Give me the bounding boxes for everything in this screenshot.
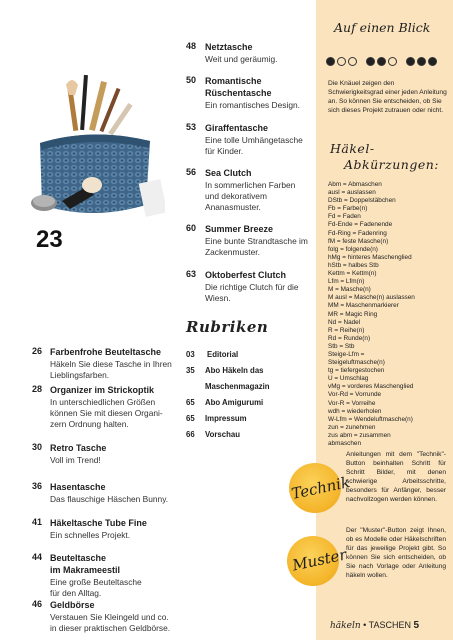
page-number: 5 (413, 620, 420, 631)
toc-entry[interactable] (186, 122, 311, 158)
toc-description: In sommerlichen Farben (205, 180, 296, 190)
abbreviation-item: hStb = halbes Stb (328, 261, 379, 269)
toc-description: Voll im Trend! (50, 455, 101, 465)
abbreviations-heading-line: Abkürzungen: (344, 157, 439, 172)
toc-title: im Makrameestil (50, 565, 121, 575)
toc-page-number: 56 (186, 167, 197, 177)
rubrik-page-number: 03 (186, 350, 195, 359)
difficulty-legend (326, 55, 446, 69)
abbreviation-item: fM = feste Masche(n) (328, 237, 389, 245)
toc-description: In unterschiedlichen Größen (50, 397, 156, 407)
toc-page-number: 30 (32, 442, 43, 452)
difficulty-explanation: Die Knäuel zeigen den Schwierigkeitsgrad einer jeden Anleitung an. So können Sie entscheiden, ob Sie sich dieses Projekt zutrauen oder nicht. (328, 80, 447, 114)
toc-title: Netztasche (205, 42, 253, 52)
abbreviation-item: zus abm = zusammen (328, 431, 391, 439)
abbreviation-item: Stb = Stb (328, 342, 355, 350)
toc-description: Ein romantisches Design. (205, 100, 300, 110)
toc-description: Weit und geräumig. (205, 54, 278, 64)
toc-title: Geldbörse (50, 600, 95, 610)
abbreviation-item: Abm = Abmaschen (328, 181, 382, 188)
toc-page-number: 50 (186, 75, 197, 85)
abbreviation-item: Vor-R = Vorreihe (328, 399, 376, 407)
magazine-name: häkeln (330, 621, 361, 631)
toc-title: Rüschentasche (205, 88, 272, 98)
abbreviation-item: vMg = vorderes Maschenglied (328, 383, 414, 391)
toc-entry[interactable] (186, 75, 311, 115)
toc-page-number: 63 (186, 269, 197, 279)
abbreviation-item: hMg = hinteres Maschenglied (328, 253, 412, 261)
toc-entry[interactable] (32, 346, 172, 380)
toc-description: zern Ordnung halten. (50, 419, 129, 429)
brand-name: • TASCHEN (363, 620, 411, 630)
abbreviation-item: U = Umschlag (328, 375, 369, 383)
abbreviation-item: M = Masche(n) (328, 286, 371, 294)
abbreviation-item: Fd-Ende = Fadenende (328, 221, 393, 229)
toc-title: Organizer im Strickoptik (50, 385, 155, 395)
toc-entry[interactable] (186, 41, 311, 67)
toc-description: Wiesn. (205, 293, 231, 303)
rubrik-label: Vorschau (205, 430, 240, 439)
toc-description: Häkeln Sie diese Tasche in Ihren (50, 359, 172, 369)
muster-explanation: Der "Muster"-Button zeigt Ihnen, ob es Modelle oder Häkelschriften für das jeweilige Projekt gibt. So können Sie sich entscheiden, ob Sie nach Vorlage oder Anleitung häkeln wollen. (346, 527, 446, 579)
toc-title: Giraffentasche (205, 123, 269, 133)
toc-description: Das flauschige Häschen Bunny. (50, 494, 169, 504)
at-a-glance-heading: Auf einen Blick (334, 20, 431, 35)
difficulty-level-hard-icon (406, 57, 437, 66)
toc-entry[interactable] (32, 599, 172, 635)
toc-page-number: 36 (32, 481, 43, 491)
abbreviation-item: MR = Magic Ring (328, 310, 378, 318)
toc-page-number: 46 (32, 599, 43, 609)
toc-description: Ananasmuster. (205, 202, 261, 212)
rubrik-label: Editorial (207, 350, 239, 359)
toc-entry[interactable] (186, 167, 311, 213)
abbreviation-item: wdh = wiederholen (328, 407, 382, 415)
toc-description: Verstauen Sie Kleingeld und co. (50, 612, 169, 622)
toc-title: Hasentasche (50, 482, 106, 492)
toc-entry[interactable] (32, 552, 172, 600)
rubrik-label: Impressum (205, 414, 247, 423)
toc-description: Die richtige Clutch für die (205, 282, 299, 292)
page-reference-badge: 23 (36, 226, 63, 253)
abbreviation-item: MM = Maschenmarkierer (328, 302, 399, 310)
abbreviation-item: Fd = Faden (328, 213, 361, 221)
page-footer (330, 620, 419, 631)
difficulty-level-easy-icon (326, 57, 357, 66)
toc-page-number: 26 (32, 346, 43, 356)
abbreviation-item: zun = zunehmen (328, 423, 376, 431)
abbreviation-item: DStb = Doppelstäbchen (328, 197, 396, 205)
toc-title: Häkeltasche Tube Fine (50, 518, 147, 528)
toc-description: Ein schnelles Projekt. (50, 530, 131, 540)
abbreviations-list (328, 181, 450, 448)
abbreviation-item: folg = folgende(n) (328, 245, 378, 253)
rubrik-label: Abo Amigurumi (205, 398, 264, 407)
toc-title: Oktoberfest Clutch (205, 270, 287, 280)
toc-description: und dekorativem (205, 191, 267, 201)
toc-title: Beuteltasche (50, 553, 107, 563)
difficulty-level-medium-icon (366, 57, 397, 66)
toc-description: in dieser praktischen Geldbörse. (50, 623, 171, 633)
technik-button-label: Technik (289, 473, 352, 503)
toc-title: Romantische (205, 76, 262, 86)
rubrik-label: Abo Häkeln das (205, 366, 264, 375)
toc-entry[interactable] (32, 517, 172, 543)
abbreviation-item: tg = tiefergestochen (328, 367, 385, 375)
toc-description: für den Alltag. (50, 588, 102, 598)
rubriken-heading: Rubriken (186, 318, 269, 336)
abbreviation-item: Rd = Runde(n) (328, 334, 371, 342)
toc-description: Lieblingsfarben. (50, 370, 110, 380)
toc-title: Farbenfrohe Beuteltasche (50, 347, 162, 357)
toc-page-number: 41 (32, 517, 43, 527)
toc-page-number: 48 (186, 41, 197, 51)
toc-title: Summer Breeze (205, 224, 274, 234)
toc-description: Eine tolle Umhängetasche (205, 135, 303, 145)
toc-entry[interactable] (32, 384, 172, 432)
toc-entry[interactable] (32, 442, 172, 468)
toc-title: Sea Clutch (205, 168, 252, 178)
abbreviation-item: Fd-Ring = Fadenring (328, 229, 387, 237)
abbreviation-item: Fb = Farbe(n) (328, 205, 368, 213)
abbreviations-heading-line: Häkel- (330, 141, 375, 156)
abbreviation-item: Vor-Rd = Vorrunde (328, 391, 382, 399)
abbreviation-item: R = Reihe(n) (328, 326, 365, 334)
abbreviation-item: abmaschen (328, 440, 362, 447)
rubrik-page-number: 65 (186, 398, 195, 407)
abbreviation-item: Steigeluftmasche(n) (328, 359, 385, 367)
rubrik-page-number: 65 (186, 414, 195, 423)
toc-description: können Sie mit diesen Organi- (50, 408, 163, 418)
abbreviation-item: M ausl = Masche(n) auslassen (328, 294, 415, 302)
toc-description: Zackenmuster. (205, 247, 260, 257)
abbreviation-item: ausl = auslassen (328, 189, 376, 197)
toc-page-number: 53 (186, 122, 197, 132)
toc-description: Eine große Beuteltasche (50, 577, 142, 587)
toc-page-number: 44 (32, 552, 43, 562)
rubrik-page-number: 35 (186, 366, 195, 375)
abbreviation-item: Steige-Lfm = (328, 350, 365, 358)
muster-button-label: Muster (290, 545, 349, 575)
toc-page-number: 60 (186, 223, 197, 233)
abbreviation-item: W-Lfm = Wendeluftmasche(n) (328, 415, 413, 423)
toc-entry[interactable] (186, 223, 311, 259)
rubrik-page-number: 66 (186, 430, 195, 439)
technik-explanation: Anleitungen mit dem "Technik"-Button beinhalten Schritt für Schritt Bilder, mit denen schwierige Arbeitsschritte, besonders für Anfänger, besser nachvollzogen werden können. (346, 451, 446, 503)
abbreviation-item: Nd = Nadel (328, 318, 361, 326)
rubrik-label: Maschenmagazin (205, 382, 270, 391)
toc-description: Eine bunte Strandtasche im (205, 236, 308, 246)
abbreviation-item: Lfm = Lfm(n) (328, 278, 365, 286)
toc-entry[interactable] (186, 269, 311, 305)
toc-page-number: 28 (32, 384, 43, 394)
toc-entry[interactable] (32, 481, 172, 507)
abbreviations-heading (330, 141, 439, 173)
abbreviation-item: Kettm = Kettm(n) (328, 270, 377, 278)
toc-title: Retro Tasche (50, 443, 107, 453)
toc-description: für Kinder. (205, 146, 244, 156)
